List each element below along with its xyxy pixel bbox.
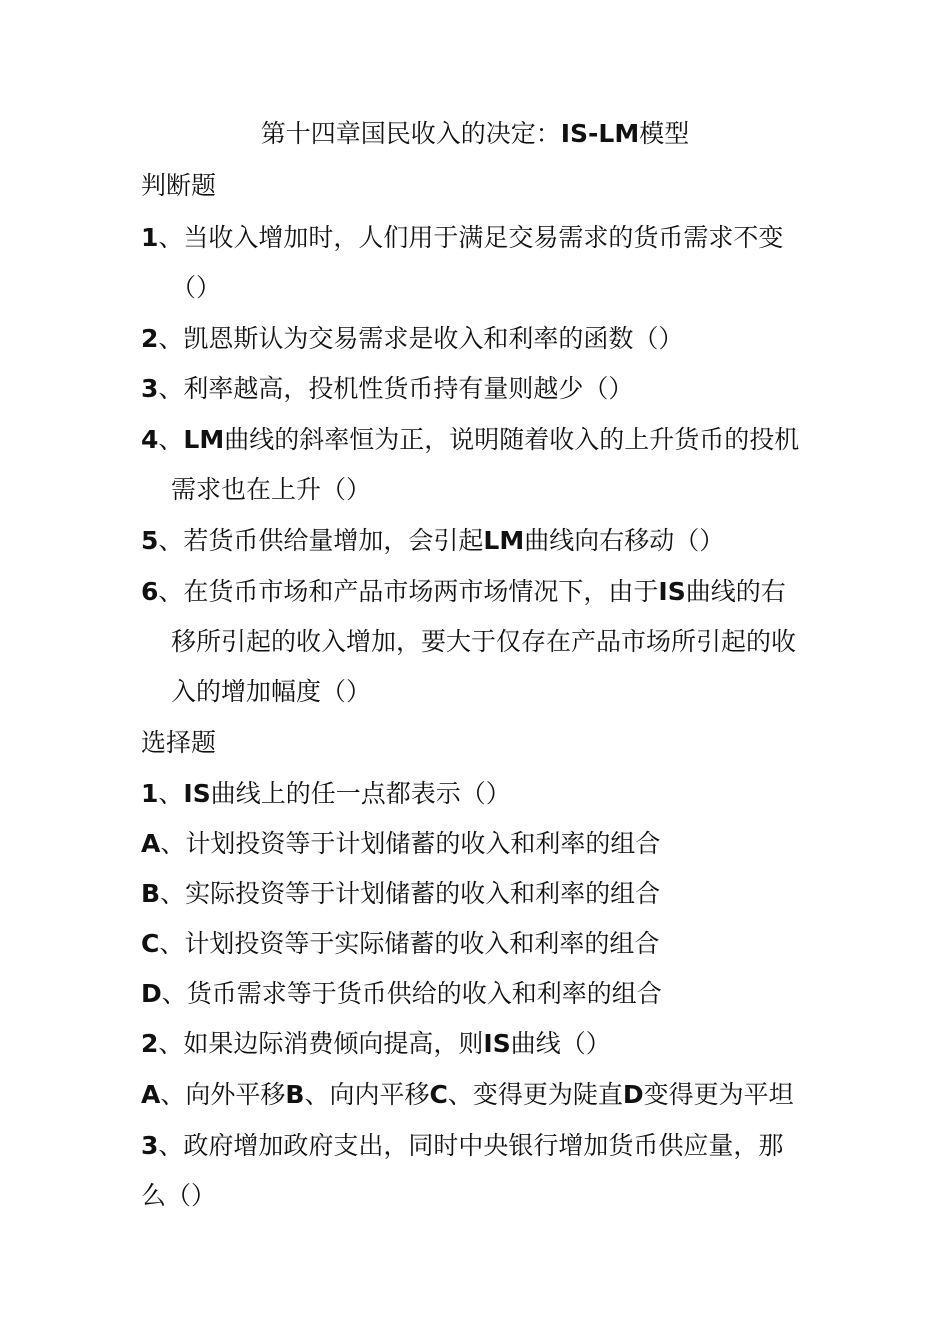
judgment-item-3: 3、利率越高，投机性货币持有量则越少（） [141,374,634,403]
judgment-heading: 判断题 [141,171,217,200]
judgment-item-6-cont2: 入的增加幅度（） [171,677,372,706]
choice-q1-option-b: B、实际投资等于计划储蓄的收入和利率的组合 [141,879,661,908]
choice-question-3: 3、政府增加政府支出，同时中央银行增加货币供应量，那 [141,1131,784,1160]
choice-q1-option-d: D、货币需求等于货币供给的收入和利率的组合 [141,979,662,1008]
judgment-item-4-cont: 需求也在上升（） [171,475,372,504]
choice-q1-option-a: A、计划投资等于计划储蓄的收入和利率的组合 [141,829,661,858]
judgment-item-4: 4、LM曲线的斜率恒为正，说明随着收入的上升货币的投机 [141,425,800,454]
judgment-item-1-cont: （） [171,273,222,302]
choice-question-3-cont: 么（） [141,1181,217,1210]
judgment-item-2: 2、凯恩斯认为交易需求是收入和利率的函数（） [141,324,684,353]
choice-question-1: 1、IS曲线上的任一点都表示（） [141,779,511,808]
judgment-item-1: 1、当收入增加时，人们用于满足交易需求的货币需求不变 [141,223,784,252]
judgment-item-6: 6、在货币市场和产品市场两市场情况下，由于IS曲线的右 [141,577,786,606]
judgment-item-6-cont: 移所引起的收入增加，要大于仅存在产品市场所引起的收 [171,627,797,656]
choice-question-2: 2、如果边际消费倾向提高，则IS曲线（） [141,1029,611,1058]
page-title: 第十四章国民收入的决定：IS-LM模型 [260,119,690,148]
choice-heading: 选择题 [141,728,217,757]
choice-q1-option-c: C、计划投资等于实际储蓄的收入和利率的组合 [141,929,660,958]
choice-q2-options: A、向外平移B、向内平移C、变得更为陡直D变得更为平坦 [141,1080,794,1109]
judgment-item-5: 5、若货币供给量增加，会引起LM曲线向右移动（） [141,526,725,555]
